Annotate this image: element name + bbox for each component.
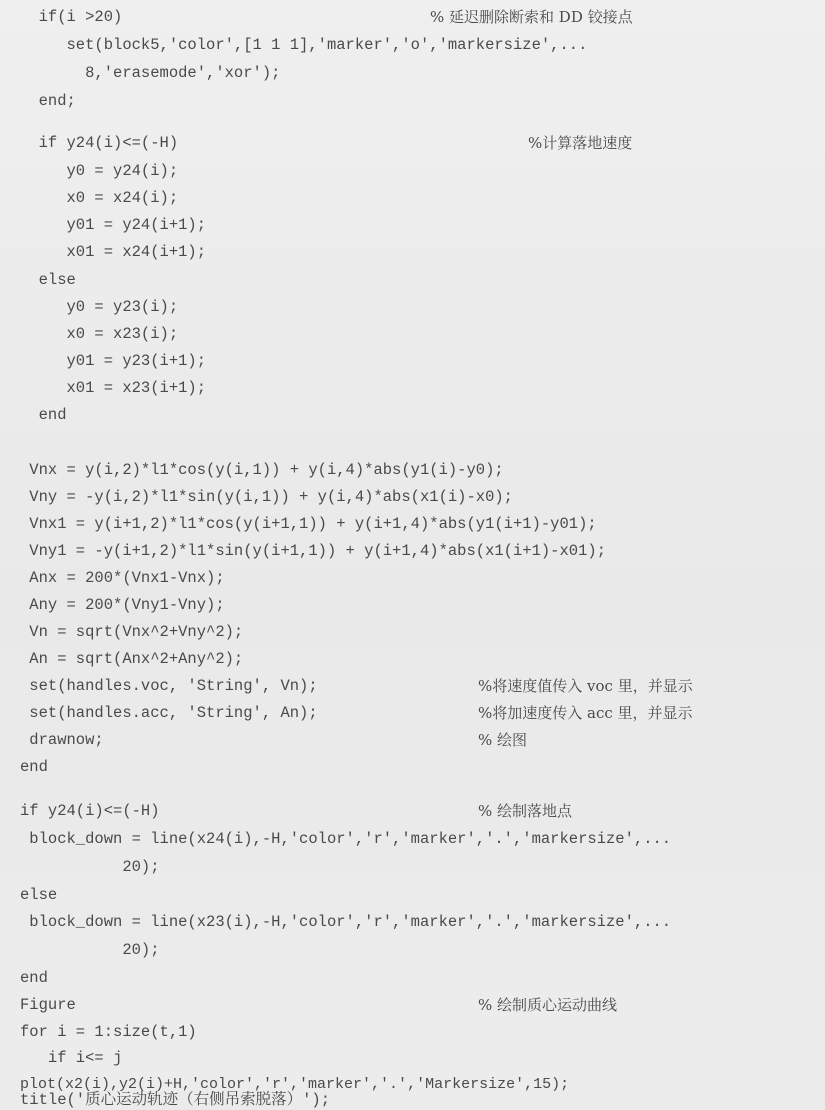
code-comment: % 延迟删除断索和 DD 铰接点 bbox=[430, 8, 633, 26]
code-comment: % 绘图 bbox=[478, 731, 528, 749]
code-line: title('质心运动轨迹（右侧吊索脱落）'); bbox=[20, 1091, 331, 1109]
code-line: Figure bbox=[20, 996, 76, 1014]
code-line: set(handles.acc, 'String', An); bbox=[20, 704, 318, 722]
code-line: y0 = y24(i); bbox=[20, 162, 179, 180]
code-comment: %计算落地速度 bbox=[528, 134, 633, 152]
code-line: Vnx1 = y(i+1,2)*l1*cos(y(i+1,1)) + y(i+1,4)*abs(y1(i+1)-y01); bbox=[20, 515, 597, 533]
code-comment: % 绘制质心运动曲线 bbox=[478, 996, 618, 1014]
code-line: Vny1 = -y(i+1,2)*l1*sin(y(i+1,1)) + y(i+1,4)*abs(x1(i+1)-x01); bbox=[20, 542, 606, 560]
code-line: x01 = x23(i+1); bbox=[20, 379, 207, 397]
code-line: plot(x2(i),y2(i)+H,'color','r','marker','.','Markersize',15); bbox=[20, 1076, 570, 1093]
code-line: 20); bbox=[20, 858, 160, 876]
code-line: 8,'erasemode','xor'); bbox=[20, 64, 281, 82]
code-comment: % 绘制落地点 bbox=[478, 802, 573, 820]
code-line: if y24(i)<=(-H) bbox=[20, 802, 160, 820]
code-line: 20); bbox=[20, 941, 160, 959]
code-line: end bbox=[20, 969, 48, 987]
code-line: end bbox=[20, 406, 67, 424]
code-line: Anx = 200*(Vnx1-Vnx); bbox=[20, 569, 225, 587]
code-line: x0 = x23(i); bbox=[20, 325, 179, 343]
code-line: block_down = line(x23(i),-H,'color','r','marker','.','markersize',... bbox=[20, 913, 672, 931]
code-line: Vn = sqrt(Vnx^2+Vny^2); bbox=[20, 623, 244, 641]
code-line: drawnow; bbox=[20, 731, 104, 749]
code-line: Any = 200*(Vny1-Vny); bbox=[20, 596, 225, 614]
code-line: Vnx = y(i,2)*l1*cos(y(i,1)) + y(i,4)*abs(y1(i)-y0); bbox=[20, 461, 504, 479]
code-comment: %将速度值传入 voc 里，并显示 bbox=[478, 677, 693, 695]
code-line: for i = 1:size(t,1) bbox=[20, 1023, 197, 1041]
code-line: if y24(i)<=(-H) bbox=[20, 134, 179, 152]
code-line: Vny = -y(i,2)*l1*sin(y(i,1)) + y(i,4)*abs(x1(i)-x0); bbox=[20, 488, 513, 506]
code-line: An = sqrt(Anx^2+Any^2); bbox=[20, 650, 244, 668]
code-line: else bbox=[20, 271, 76, 289]
code-line: y01 = y24(i+1); bbox=[20, 216, 207, 234]
code-line: if i<= j bbox=[20, 1049, 123, 1067]
code-line: x01 = x24(i+1); bbox=[20, 243, 207, 261]
code-line: end bbox=[20, 758, 48, 776]
code-line: block_down = line(x24(i),-H,'color','r','marker','.','markersize',... bbox=[20, 830, 672, 848]
code-line: set(block5,'color',[1 1 1],'marker','o','markersize',... bbox=[20, 36, 588, 54]
code-line: set(handles.voc, 'String', Vn); bbox=[20, 677, 318, 695]
code-comment: %将加速度传入 acc 里，并显示 bbox=[478, 704, 693, 722]
code-line: y01 = y23(i+1); bbox=[20, 352, 207, 370]
code-line: if(i >20) bbox=[20, 8, 123, 26]
code-line: end; bbox=[20, 92, 76, 110]
code-line: else bbox=[20, 886, 58, 904]
code-line: y0 = y23(i); bbox=[20, 298, 179, 316]
code-line: x0 = x24(i); bbox=[20, 189, 179, 207]
